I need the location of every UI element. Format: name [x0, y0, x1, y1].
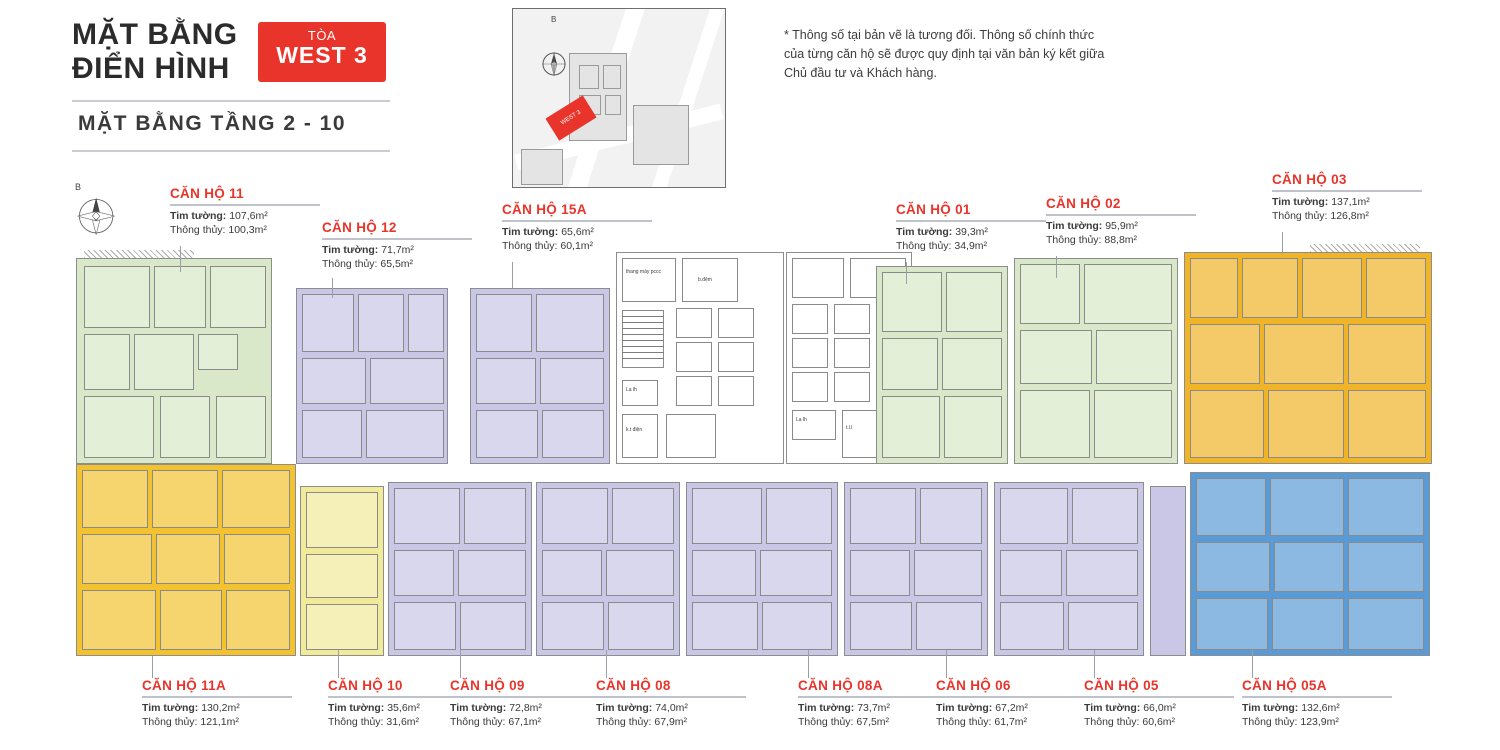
- keymap-north-label: B: [551, 15, 557, 24]
- callout-tim-tuong-01: Tim tường: 39,3m²: [896, 226, 988, 238]
- callout-title-11A: CĂN HỘ 11A: [142, 678, 227, 693]
- callout-tim-tuong-05: Tim tường: 66,0m²: [1084, 702, 1176, 714]
- callout-unit-08[interactable]: [596, 678, 746, 729]
- callout-thong-thuy-11A: Thông thủy: 121,1m²: [142, 716, 239, 729]
- leader-line-08A: [808, 650, 809, 678]
- callout-title-05A: CĂN HỘ 05A: [1242, 678, 1327, 693]
- callout-title-15A: CĂN HỘ 15A: [502, 202, 587, 217]
- callout-tim-tuong-11A: Tim tường: 130,2m²: [142, 702, 240, 714]
- callout-unit-05A[interactable]: [1242, 678, 1392, 729]
- callout-thong-thuy-08A: Thông thủy: 67,5m²: [798, 716, 890, 729]
- callout-rule-12: [322, 238, 472, 240]
- leader-line-09: [460, 650, 461, 678]
- callout-tim-tuong-12: Tim tường: 71,7m²: [322, 244, 414, 256]
- unit-block-05-annex[interactable]: [1150, 486, 1186, 656]
- callout-tim-tuong-11: [170, 209, 320, 223]
- leader-line-08: [606, 650, 607, 678]
- leader-line-15A: [512, 262, 513, 288]
- core-room-label-2: b.đệm: [698, 277, 712, 283]
- callout-unit-05[interactable]: [1084, 678, 1234, 729]
- callout-thong-thuy-01: Thông thủy: 34,9m²: [896, 240, 988, 253]
- title-divider-top: [72, 100, 390, 102]
- callout-title-05: CĂN HỘ 05: [1084, 678, 1159, 693]
- callout-title-06: CĂN HỘ 06: [936, 678, 1011, 693]
- callout-tim-tuong-05A: Tim tường: 132,6m²: [1242, 702, 1340, 714]
- callout-title-03: CĂN HỘ 03: [1272, 172, 1347, 187]
- leader-line-05: [1094, 650, 1095, 678]
- leader-line-10: [338, 650, 339, 678]
- keymap-building-label: WEST 3: [559, 109, 583, 127]
- callout-thong-thuy-11: [170, 223, 320, 237]
- callout-unit-15A[interactable]: [502, 202, 652, 253]
- title-divider-bottom: [72, 150, 390, 152]
- leader-line-02: [1056, 256, 1057, 278]
- callout-tim-tuong-03: Tim tường: 137,1m²: [1272, 196, 1370, 208]
- callout-tim-tuong-15A: Tim tường: 65,6m²: [502, 226, 594, 238]
- callout-tim-tuong-10: Tim tường: 35,6m²: [328, 702, 420, 714]
- callout-thong-thuy-09: Thông thủy: 67,1m²: [450, 716, 542, 729]
- callout-tim-tuong-06: Tim tường: 67,2m²: [936, 702, 1028, 714]
- callout-tim-tuong-08A: Tim tường: 73,7m²: [798, 702, 890, 714]
- callout-unit-02[interactable]: [1046, 196, 1196, 247]
- callout-thong-thuy-15A: Thông thủy: 60,1m²: [502, 240, 594, 253]
- title-line-1: MẶT BẰNG: [72, 18, 238, 51]
- callout-rule-08: [596, 696, 746, 698]
- leader-line-03: [1282, 232, 1283, 254]
- callout-thong-thuy-05A: Thông thủy: 123,9m²: [1242, 716, 1339, 729]
- callout-rule-05: [1084, 696, 1234, 698]
- core-room-label-6: t.l.l: [846, 425, 853, 431]
- callout-unit-11[interactable]: [170, 186, 320, 237]
- callout-thong-thuy-05: Thông thủy: 60,6m²: [1084, 716, 1176, 729]
- compass-icon: [539, 49, 569, 79]
- value-thong-thuy-11: 100,3m²: [228, 224, 267, 237]
- plan-compass: [72, 182, 128, 244]
- callout-unit-11A[interactable]: [142, 678, 292, 729]
- callout-unit-03[interactable]: [1272, 172, 1422, 223]
- callout-rule-11: [170, 204, 320, 206]
- callout-unit-12[interactable]: [322, 220, 472, 271]
- site-key-map: [512, 8, 726, 188]
- core-room-label-4: k.t điện: [626, 427, 643, 433]
- callout-title-08: CĂN HỘ 08: [596, 678, 671, 693]
- callout-title-08A: CĂN HỘ 08A: [798, 678, 883, 693]
- leader-line-05A: [1252, 650, 1253, 678]
- core-room-label-1: thang máy pccc: [626, 269, 662, 275]
- callout-tim-tuong-02: Tim tường: 95,9m²: [1046, 220, 1138, 232]
- label-thong-thuy: Thông thủy:: [170, 224, 226, 237]
- callout-rule-03: [1272, 190, 1422, 192]
- callout-rule-05A: [1242, 696, 1392, 698]
- callout-rule-06: [936, 696, 1086, 698]
- callout-thong-thuy-03: Thông thủy: 126,8m²: [1272, 210, 1369, 223]
- title-line-2: ĐIỂN HÌNH: [72, 51, 230, 85]
- disclaimer-note: * Thông số tại bản vẽ là tương đối. Thông số chính thức của từng căn hộ sẽ được quy định tại văn bản ký kết giữa Chủ đầu tư và Khách hàng.: [784, 28, 1105, 80]
- page-subtitle: MẶT BẰNG TẦNG 2 - 10: [78, 112, 347, 135]
- callout-title-09: CĂN HỘ 09: [450, 678, 525, 693]
- core-room-label-5: La lh: [796, 417, 807, 423]
- callout-thong-thuy-12: Thông thủy: 65,5m²: [322, 258, 414, 271]
- compass-rose-icon: [72, 192, 124, 244]
- callout-rule-15A: [502, 220, 652, 222]
- callout-unit-09[interactable]: [450, 678, 600, 729]
- core-room-label-3: La lh: [626, 387, 637, 393]
- callout-unit-01[interactable]: [896, 202, 1046, 253]
- tower-badge-small: TÒA: [307, 28, 337, 43]
- tower-badge: [258, 22, 386, 82]
- callout-tim-tuong-09: Tim tường: 72,8m²: [450, 702, 542, 714]
- callout-tim-tuong-08: Tim tường: 74,0m²: [596, 702, 688, 714]
- label-tim-tuong: Tim tường:: [170, 210, 227, 222]
- callout-title-10: CĂN HỘ 10: [328, 678, 403, 693]
- callout-rule-11A: [142, 696, 292, 698]
- callout-title-12: CĂN HỘ 12: [322, 220, 397, 235]
- callout-title-11: CĂN HỘ 11: [170, 186, 244, 201]
- callout-thong-thuy-10: Thông thủy: 31,6m²: [328, 716, 420, 729]
- floor-plan-drawing: [70, 250, 1440, 670]
- callout-thong-thuy-08: Thông thủy: 67,9m²: [596, 716, 688, 729]
- callout-unit-06[interactable]: [936, 678, 1086, 729]
- callout-rule-08A: [798, 696, 948, 698]
- callout-title-02: CĂN HỘ 02: [1046, 196, 1121, 211]
- callout-thong-thuy-06: Thông thủy: 61,7m²: [936, 716, 1028, 729]
- callout-thong-thuy-02: Thông thủy: 88,8m²: [1046, 234, 1138, 247]
- value-tim-tuong-11: 107,6m²: [229, 210, 268, 222]
- callout-rule-09: [450, 696, 600, 698]
- callout-rule-02: [1046, 214, 1196, 216]
- callout-title-01: CĂN HỘ 01: [896, 202, 971, 217]
- plan-north-label: B: [75, 182, 82, 192]
- callout-rule-01: [896, 220, 1046, 222]
- tower-badge-large: WEST 3: [276, 42, 368, 68]
- leader-line-11A: [152, 656, 153, 678]
- callout-unit-08A[interactable]: [798, 678, 948, 729]
- leader-line-11: [180, 246, 181, 272]
- leader-line-12: [332, 278, 333, 298]
- leader-line-06: [946, 650, 947, 678]
- leader-line-01: [906, 262, 907, 284]
